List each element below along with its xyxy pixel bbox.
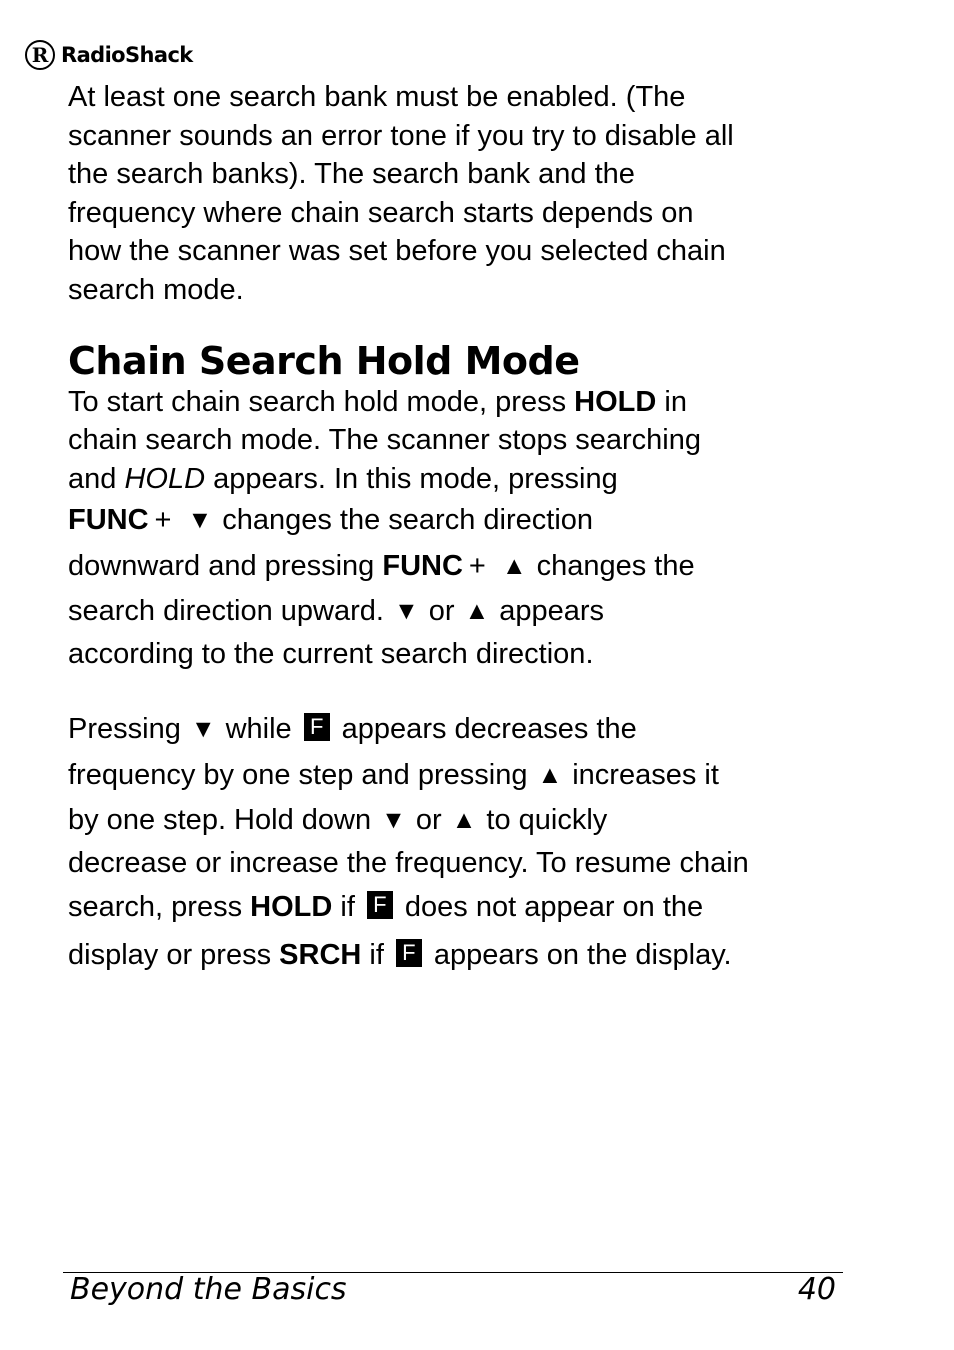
frequency-step-paragraph — [68, 707, 858, 979]
text-segment: while — [225, 713, 292, 746]
plus-sign: + — [154, 504, 172, 537]
text-line — [68, 798, 858, 844]
text-line — [68, 498, 858, 544]
text-segment: if — [332, 890, 355, 923]
text-line — [68, 883, 858, 932]
text-segment: search direction upward. — [68, 595, 384, 628]
up-arrow-icon: ▲ — [537, 760, 563, 789]
text-segment: Pressing — [68, 713, 181, 746]
text-segment: appears — [499, 595, 605, 628]
radioshack-logo — [25, 38, 193, 72]
text-line: according to the current search direction. — [68, 637, 594, 670]
down-arrow-icon: ▼ — [187, 506, 213, 535]
intro-paragraph — [68, 78, 858, 310]
down-arrow-icon: ▼ — [393, 597, 419, 626]
text-line: the search banks). The search bank and the — [68, 158, 635, 191]
text-segment: changes the — [536, 549, 695, 582]
text-line: search mode. — [68, 273, 244, 306]
text-segment: increases it — [572, 758, 719, 791]
text-segment: search, press — [68, 890, 251, 923]
down-arrow-icon: ▼ — [190, 715, 216, 744]
down-arrow-icon: ▼ — [381, 806, 406, 835]
hold-mode-paragraph — [68, 383, 858, 674]
text-segment: downward and pressing — [68, 549, 383, 582]
up-arrow-icon: ▲ — [464, 597, 490, 626]
function-f-icon: F — [304, 713, 330, 741]
text-segment: appears decreases the — [341, 713, 637, 746]
text-segment: to quickly — [486, 804, 608, 837]
footer-section-title: Beyond the Basics — [70, 1272, 347, 1307]
text-line — [68, 931, 858, 980]
text-segment: frequency by one step and pressing — [68, 758, 528, 791]
logo-text: RadioShack — [61, 43, 193, 67]
text-segment: and — [68, 462, 125, 495]
display-hold-indicator: HOLD — [124, 462, 206, 495]
text-segment: appears on the display. — [433, 939, 732, 972]
text-line: scanner sounds an error tone if you try to disable all — [68, 119, 734, 152]
key-hold: HOLD — [250, 890, 333, 923]
text-line — [68, 460, 858, 499]
key-func: FUNC — [382, 549, 463, 582]
up-arrow-icon: ▲ — [451, 806, 477, 835]
text-segment: appears. In this mode, pressing — [205, 462, 618, 495]
text-segment: by one step. Hold down — [68, 804, 372, 837]
text-line — [68, 589, 858, 635]
text-segment: display or press — [68, 939, 280, 972]
text-line — [68, 383, 858, 422]
up-arrow-icon: ▲ — [501, 551, 527, 580]
text-segment: or — [415, 804, 442, 837]
text-line: how the scanner was set before you selected chain — [68, 235, 726, 268]
text-line: frequency where chain search starts depends on — [68, 196, 694, 229]
text-line — [68, 753, 858, 799]
text-line: At least one search bank must be enabled. (The — [68, 81, 686, 113]
text-segment: if — [361, 939, 384, 972]
logo-r-icon: R — [25, 40, 55, 70]
text-segment: or — [428, 595, 455, 628]
function-f-icon: F — [367, 891, 393, 919]
text-line — [68, 544, 858, 590]
plus-sign: + — [468, 549, 486, 582]
section-heading: Chain Search Hold Mode — [68, 338, 580, 383]
function-f-icon: F — [396, 939, 422, 967]
text-segment: To start chain search hold mode, press — [68, 385, 575, 418]
key-srch: SRCH — [279, 939, 362, 972]
page-content — [68, 78, 858, 980]
text-line: decrease or increase the frequency. To resume chain — [68, 846, 749, 879]
text-segment: does not appear on the — [404, 890, 704, 923]
text-segment: changes the search direction — [222, 504, 594, 537]
key-hold: HOLD — [574, 385, 657, 418]
text-line: chain search mode. The scanner stops searching — [68, 424, 701, 457]
key-func: FUNC — [68, 504, 149, 537]
text-segment: in — [656, 385, 687, 418]
text-line — [68, 707, 858, 753]
page-number: 40 — [797, 1272, 836, 1307]
